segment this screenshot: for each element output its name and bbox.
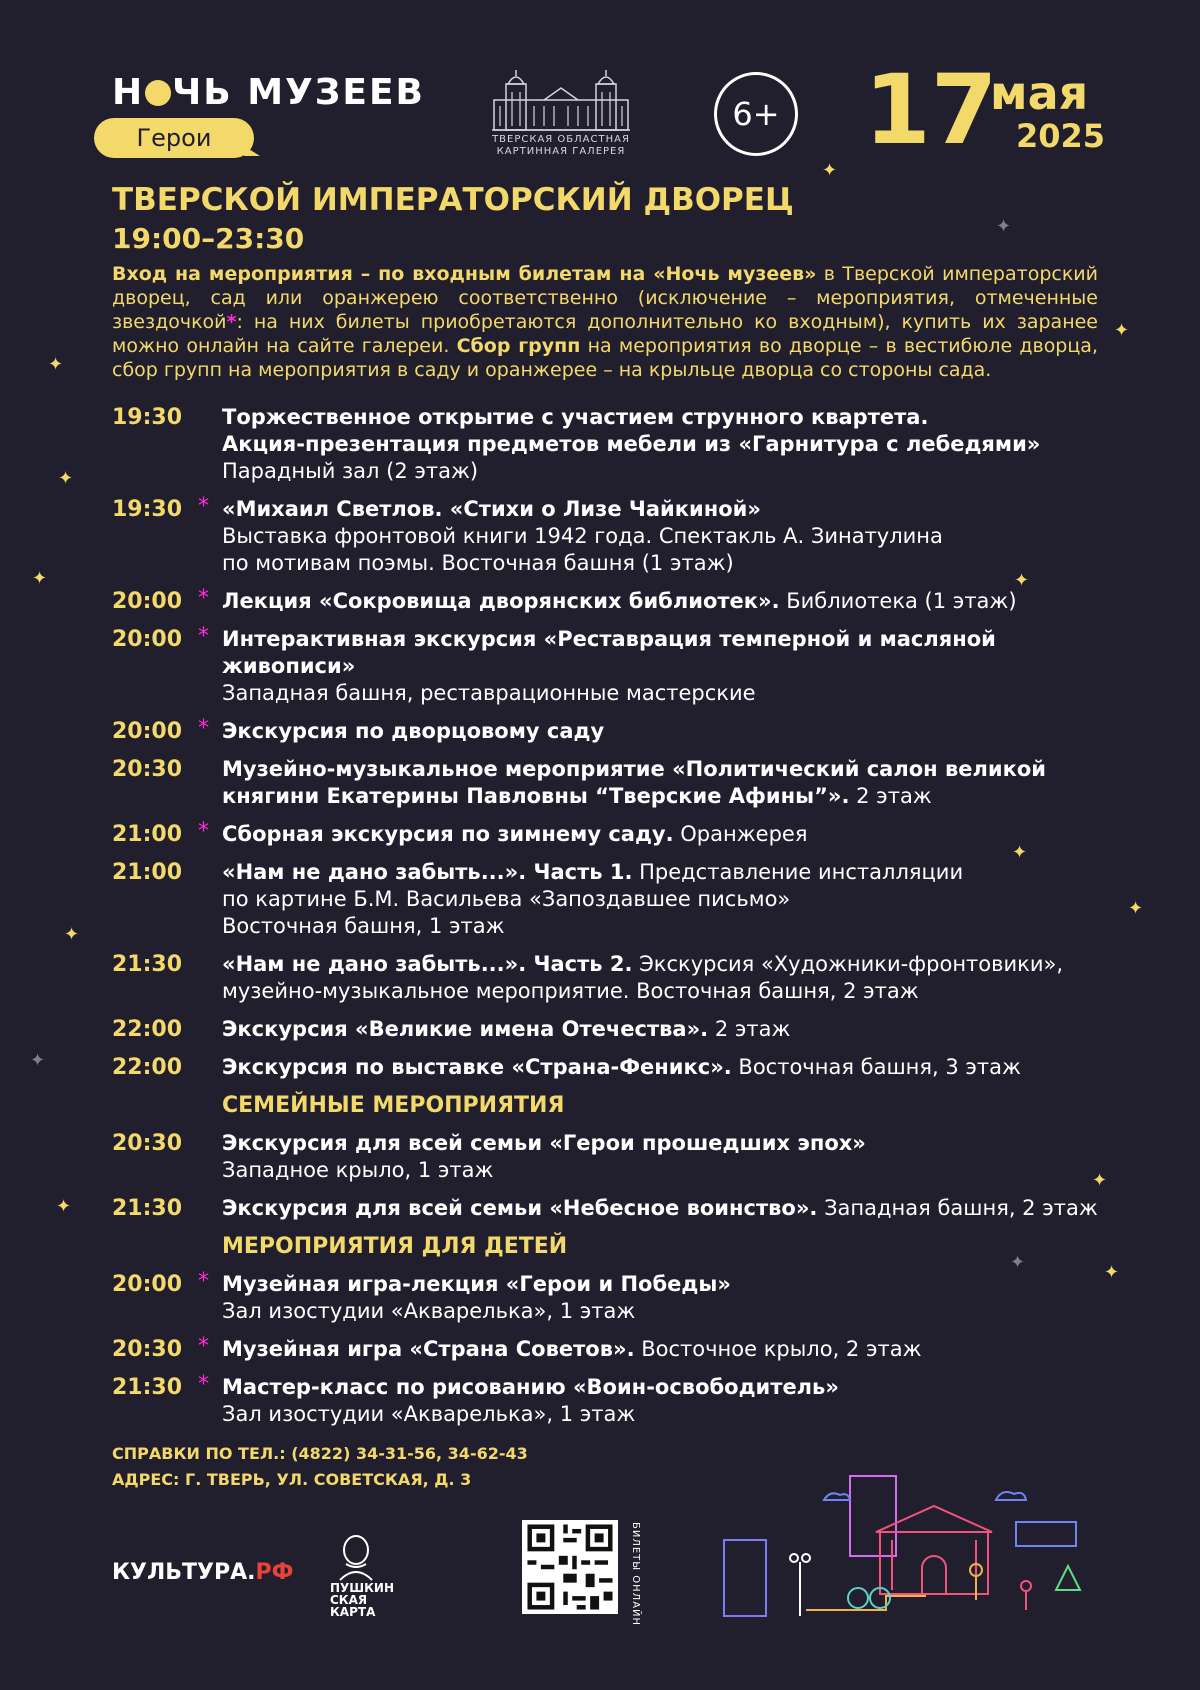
event-time: 20:00 [112, 589, 183, 614]
logo-letter: Н [112, 72, 145, 113]
schedule [112, 404, 1112, 1439]
event-item [112, 1336, 1112, 1363]
event-place: Западное крыло, 1 этаж [222, 1158, 494, 1182]
event-description [222, 1130, 1112, 1184]
event-place: Оранжерея [673, 822, 808, 846]
event-time: 21:30 [112, 952, 183, 977]
event-description [222, 626, 1112, 707]
event-place: Восточная башня (1 этаж) [434, 551, 734, 575]
gallery-name [470, 134, 652, 158]
event-item [112, 1016, 1112, 1043]
paid-star-icon: * [198, 1269, 209, 1294]
event-place: Зал изостудии «Акварелька», 1 этаж [222, 1402, 636, 1426]
paid-star-icon: * [198, 1334, 209, 1359]
event-description [222, 588, 1112, 615]
event-time: 20:00 [112, 719, 183, 744]
event-item [112, 1195, 1112, 1222]
logo-title [112, 72, 425, 113]
event-time: 19:30 [112, 405, 183, 430]
event-place: Восточная башня, 1 этаж [222, 914, 505, 938]
intro-text: на мероприятия во дворце – в вестибюле дворца, сбор групп на мероприятия в саду и оранжерее – на крыльце дворца со стороны сада. [112, 335, 1098, 381]
age-rating-badge: 6+ [714, 72, 798, 156]
section-title-family: СЕМЕЙНЫЕ МЕРОПРИЯТИЯ [222, 1093, 565, 1118]
paid-star-icon: * [198, 586, 209, 611]
event-time: 22:00 [112, 1055, 183, 1080]
paid-star-icon: * [198, 494, 209, 519]
event-item [112, 588, 1112, 615]
event-place: Западная башня, 2 этаж [817, 1196, 1098, 1220]
event-description [222, 1016, 1112, 1043]
kultura-rf: РФ [255, 1560, 294, 1585]
event-title: Музейная игра-лекция «Герои и Победы» [222, 1272, 731, 1296]
event-description [222, 859, 1112, 940]
event-title: Экскурсия для всей семьи «Герои прошедших эпох» [222, 1131, 866, 1155]
event-item [112, 1374, 1112, 1428]
event-time: 19:30 [112, 497, 183, 522]
event-item [112, 821, 1112, 848]
sparkle-icon: ✦ [1010, 1252, 1026, 1273]
pushkin-text-line: КАРТА [330, 1605, 376, 1619]
event-time: 20:30 [112, 1337, 183, 1362]
sparkle-icon: ✦ [1014, 570, 1030, 591]
event-description [222, 404, 1112, 485]
event-description [222, 496, 1112, 577]
event-title: Торжественное открытие с участием струнного квартета. [222, 405, 929, 429]
city-illustration-icon [716, 1470, 1104, 1620]
sparkle-icon: ✦ [1104, 1262, 1120, 1283]
event-item [112, 1130, 1112, 1184]
moon-icon [145, 80, 171, 106]
section-title-kids: МЕРОПРИЯТИЯ ДЛЯ ДЕТЕЙ [222, 1234, 568, 1259]
event-item [112, 626, 1112, 707]
event-place: 2 этаж [849, 784, 932, 808]
sparkle-icon: ✦ [56, 1196, 72, 1217]
qr-label: БИЛЕТЫ ОНЛАЙН [630, 1522, 641, 1627]
event-time: 20:00 [112, 1272, 183, 1297]
event-description [222, 756, 1112, 810]
event-time: 21:00 [112, 860, 183, 885]
event-place: Восточная башня, 3 этаж [731, 1055, 1021, 1079]
event-time: 21:30 [112, 1375, 183, 1400]
event-description [222, 1271, 1112, 1325]
event-place: Восточная башня, 2 этаж [629, 979, 919, 1003]
event-detail: Выставка фронтовой книги 1942 года. Спектакль А. Зинатулина [222, 524, 943, 548]
event-title: Музейно-музыкальное мероприятие «Политический салон великой [222, 757, 1046, 781]
contact-address: АДРЕС: Г. ТВЕРЬ, УЛ. СОВЕТСКАЯ, Д. 3 [112, 1470, 472, 1489]
event-place: Парадный зал (2 этаж) [222, 459, 479, 483]
event-time: 20:30 [112, 757, 183, 782]
contact-phone: СПРАВКИ ПО ТЕЛ.: (4822) 34-31-56, 34-62-43 [112, 1444, 528, 1463]
kultura-text: КУЛЬТУРА. [112, 1560, 256, 1585]
sparkle-icon: ✦ [822, 160, 838, 181]
sparkle-icon: ✦ [64, 924, 80, 945]
paid-star-icon: * [198, 1372, 209, 1397]
event-detail: по мотивам поэмы. [222, 551, 435, 575]
sparkle-icon: ✦ [32, 568, 48, 589]
event-title: Экскурсия по выставке «Страна-Феникс». [222, 1055, 732, 1079]
paid-star-icon: * [198, 624, 209, 649]
event-item [112, 404, 1112, 485]
gallery-name-line: ТВЕРСКАЯ ОБЛАСТНАЯ [492, 134, 630, 145]
event-detail: по картине Б.М. Васильева «Запоздавшее письмо» [222, 887, 791, 911]
event-title: княгини Екатерины Павловны “Тверские Афины”». [222, 784, 850, 808]
sparkle-icon: ✦ [58, 468, 74, 489]
logo-badge: Герои [94, 118, 254, 158]
intro-paragraph [112, 262, 1098, 382]
event-time: 21:00 [112, 822, 183, 847]
date-day: 17 [864, 54, 998, 166]
event-time: 21:30 [112, 1196, 183, 1221]
kultura-logo [112, 1560, 293, 1585]
intro-bold: Сбор групп [456, 335, 581, 357]
event-description [222, 718, 1112, 745]
event-title: «Нам не дано забыть...». Часть 1. [222, 860, 633, 884]
event-description [222, 1054, 1112, 1081]
qr-code-icon[interactable] [522, 1520, 618, 1614]
event-detail: Представление инсталляции [632, 860, 964, 884]
event-detail: Экскурсия «Художники-фронтовики», [632, 952, 1064, 976]
event-item [112, 951, 1112, 1005]
event-description [222, 1336, 1112, 1363]
event-title: «Михаил Светлов. «Стихи о Лизе Чайкиной» [222, 497, 761, 521]
logo-title-rest: ЧЬ МУЗЕЕВ [172, 72, 425, 113]
event-item [112, 1054, 1112, 1081]
event-title: Интерактивная экскурсия «Реставрация темперной и масляной живописи» [222, 627, 996, 678]
paid-star-icon: * [226, 311, 237, 333]
sparkle-icon: ✦ [1012, 842, 1028, 863]
event-place: Западная башня, реставрационные мастерские [222, 681, 756, 705]
event-item [112, 756, 1112, 810]
intro-text: : на них билеты приобретаются дополнительно ко входным), купить их заранее можно онлайн на сайте галереи. [112, 311, 1098, 357]
event-description [222, 951, 1112, 1005]
intro-text: в Тверской императорский дворец, сад или оранжерею соответственно (исключение – мероприятия, отмеченные звездочкой [112, 263, 1098, 333]
sparkle-icon: ✦ [30, 1050, 46, 1071]
event-place: 2 этаж [708, 1017, 791, 1041]
sparkle-icon: ✦ [1114, 320, 1130, 341]
event-description [222, 1195, 1112, 1222]
pushkin-text-line: СКАЯ [330, 1593, 368, 1607]
gallery-name-line: КАРТИННАЯ ГАЛЕРЕЯ [496, 146, 626, 157]
event-item [112, 1271, 1112, 1325]
event-title: Экскурсия «Великие имена Отечества». [222, 1017, 709, 1041]
event-item [112, 859, 1112, 940]
event-title: Акция-презентация предметов мебели из «Гарнитура с лебедями» [222, 432, 1041, 456]
event-item [112, 718, 1112, 745]
paid-star-icon: * [198, 819, 209, 844]
event-title: «Нам не дано забыть...». Часть 2. [222, 952, 633, 976]
event-place: Библиотека (1 этаж) [779, 589, 1017, 613]
date-month: мая [990, 66, 1089, 120]
date-year: 2025 [1016, 117, 1106, 155]
venue-time: 19:00–23:30 [112, 222, 305, 255]
event-title: Мастер-класс по рисованию «Воин-освободитель» [222, 1375, 839, 1399]
event-time: 20:30 [112, 1131, 183, 1156]
event-place: Восточное крыло, 2 этаж [634, 1337, 922, 1361]
sparkle-icon: ✦ [1092, 1170, 1108, 1191]
event-description [222, 821, 1112, 848]
event-title: Лекция «Сокровища дворянских библиотек». [222, 589, 780, 613]
event-time: 22:00 [112, 1017, 183, 1042]
event-title: Музейная игра «Страна Советов». [222, 1337, 635, 1361]
event-item [112, 496, 1112, 577]
event-title: Экскурсия для всей семьи «Небесное воинство». [222, 1196, 818, 1220]
event-title: Сборная экскурсия по зимнему саду. [222, 822, 674, 846]
event-description [222, 1374, 1112, 1428]
event-place: Зал изостудии «Акварелька», 1 этаж [222, 1299, 636, 1323]
pushkin-text-line: ПУШКИН [330, 1581, 395, 1595]
event-time: 20:00 [112, 627, 183, 652]
sparkle-icon: ✦ [48, 354, 64, 375]
event-title: Экскурсия по дворцовому саду [222, 719, 605, 743]
event-detail: музейно-музыкальное мероприятие. [222, 979, 630, 1003]
sparkle-icon: ✦ [1128, 898, 1144, 919]
paid-star-icon: * [198, 716, 209, 741]
pushkin-card-text [330, 1582, 394, 1618]
intro-bold: Вход на мероприятия – по входным билетам на «Ночь музеев» [112, 263, 817, 285]
venue-title: ТВЕРСКОЙ ИМПЕРАТОРСКИЙ ДВОРЕЦ [112, 182, 794, 218]
sparkle-icon: ✦ [996, 216, 1012, 237]
